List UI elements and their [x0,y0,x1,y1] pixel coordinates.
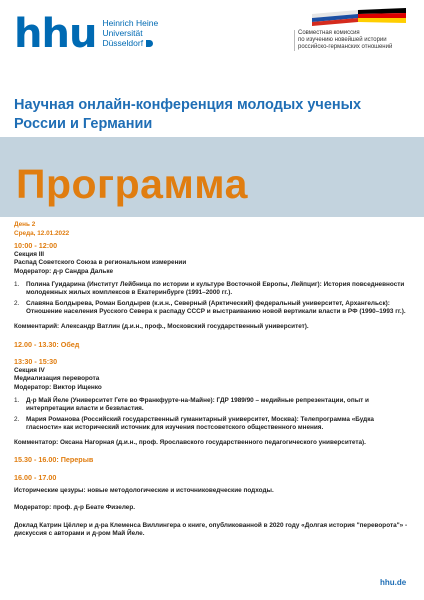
list-number: 1. [14,396,20,404]
list-item [14,300,410,317]
program-heading: Программа [16,161,248,207]
hhu-logo-text [102,18,158,48]
list-number: 2. [14,299,20,307]
hhu-logo[interactable] [14,11,159,57]
commission-line-3: российско-германских отношений [298,44,393,50]
section5-time: 16.00 - 17.00 [14,473,57,483]
header [0,0,424,80]
section5-topic: Исторические цезуры: новые методологические и источниковедческие подходы. [14,486,274,494]
list-number: 2. [14,415,20,423]
section3-list [14,281,410,317]
section3-topic: Распад Советского Союза в региональном измерении [14,259,187,267]
flags-icon [312,8,406,26]
section4-list [14,397,410,433]
coffee-break: 15.30 - 16.00: Перерыв [14,455,94,465]
list-item-text: Полина Гуидарина (Институт Лейбница по истории и культуре Восточной Европы, Лейпциг): История повседневности молодежных жилых комплексов в Екатеринбурге (1991–2000 гг.). [26,280,405,297]
day-label: День 2 [14,221,36,228]
section4-moderator: Модератор: Виктор Ищенко [14,383,102,391]
commission-logo [294,8,406,51]
commission-line-2: по изучению новейшей истории [298,37,387,43]
hhu-logo-mark: hhu [14,11,97,57]
list-item-text: Славяна Болдырева, Роман Болдырев (к.и.н., Северный (Арктический) федеральный университет, Архангельск): Отношение населения Русского Севера к распаду СССР и выстраиванию новой вертикали власти в РФ (1990–1993 гг.). [26,299,406,316]
section3-moderator: Модератор: д-р Сандра Дальке [14,267,114,275]
section5-talk: Доклад Катрин Цёллер и д-ра Клеменса Виллингера о книге, опубликованной в 2020 году «Долгая история "переворота"» - дискуссия с авторами и д-ром Май Йеле. [14,521,408,538]
logo-square-icon [146,40,153,47]
section4-topic: Медиализация переворота [14,375,100,383]
title-line-1: Научная онлайн-конференция молодых ученых [14,97,362,113]
logo-line-1: Heinrich Heine [102,18,159,28]
section3-name: Секция III [14,250,45,258]
section5-moderator: Модератор: проф. д-р Беате Физелер. [14,504,136,512]
title-line-2: России и Германии [14,116,153,132]
flags-graphic [312,8,406,32]
list-item [14,397,410,414]
section3-comment: Комментарий: Александр Ватлин (д.и.н., проф., Московский государственный университет). [14,322,309,330]
footer-url[interactable]: hhu.de [380,578,407,587]
commission-line-1: Совместная комиссия [298,30,360,36]
logo-line-2: Universität [102,28,143,38]
section4-name: Секция IV [14,366,45,374]
commission-text [294,30,406,51]
list-number: 1. [14,280,20,288]
day-date: Среда, 12.01.2022 [14,229,70,237]
conference-title [14,96,410,134]
list-item-text: Мария Романова (Российский государственный гуманитарный университет, Москва): Телепрограмма «Будка гласности» как исторический источник для изучения постсоветского общественного мнения. [26,415,374,432]
list-item-text: Д-р Май Йеле (Университет Гете во Франкфурте-на-Майне): ГДР 1989/90 – медийные репрезентации, опыт и интерпретации власти и безвластия. [26,396,369,413]
program-content [14,221,410,539]
list-item [14,416,410,433]
list-item [14,281,410,298]
section4-comment: Комментатор: Оксана Нагорная (д.и.н., проф. Ярославского государственного педагогического университета). [14,438,366,446]
logo-line-3: Düsseldorf [102,38,158,48]
lunch-break: 12.00 - 13.30: Обед [14,339,80,349]
program-banner [0,137,424,217]
section4-time: 13:30 - 15:30 [14,357,58,367]
section3-time: 10:00 - 12:00 [14,241,58,251]
